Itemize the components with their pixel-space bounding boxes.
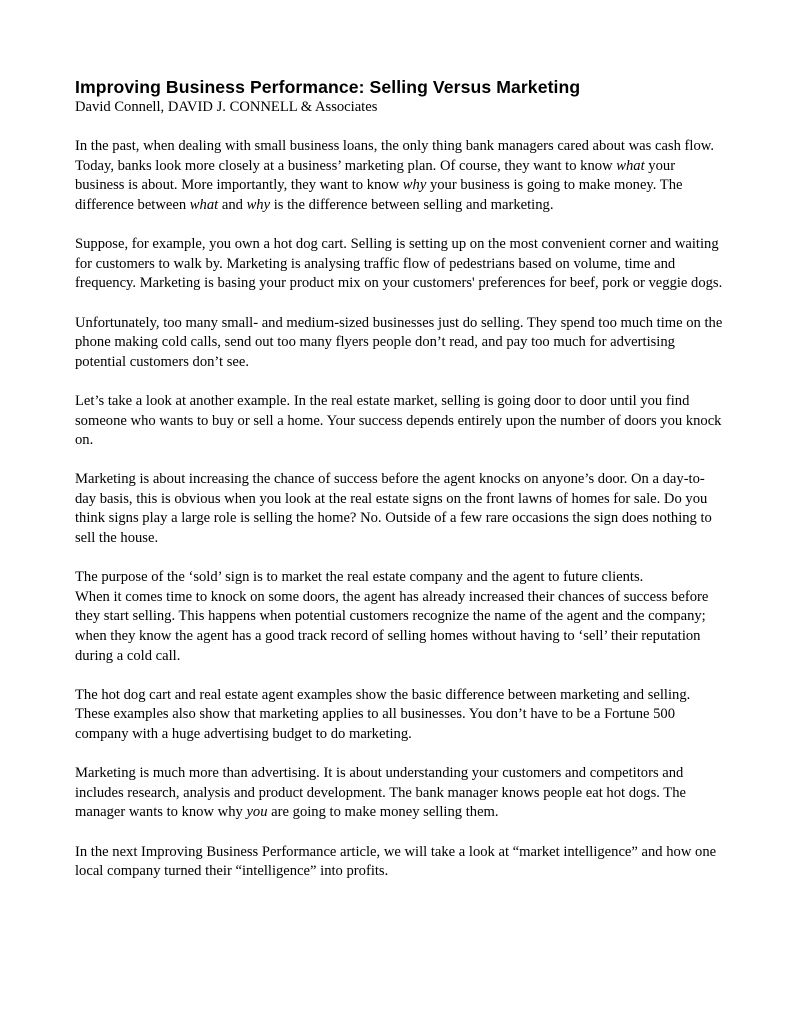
paragraph-7: The hot dog cart and real estate agent examples show the basic difference between marketing and selling. These examples also show that marketing applies to all businesses. You don’t have to be a Fortune 500 company with a huge advertising budget to do marketing. xyxy=(75,686,691,742)
paragraph-5: Marketing is about increasing the chance of success before the agent knocks on anyone’s door. On a day-to-day basis, this is obvious when you look at the real estate signs on the front lawns of homes for sale. Do you think signs play a large role is selling the home? No. Outside of a few rare occasions the sign does nothing to sell the house. xyxy=(75,471,712,547)
paragraph-2: Suppose, for example, you own a hot dog cart. Selling is setting up on the most convenient corner and waiting for customers to walk by. Marketing is analysing traffic flow of pedestrians based on volume, time and frequency. Marketing is basing your product mix on your customers' preferences for beef, pork or veggie dogs. xyxy=(75,236,723,292)
article xyxy=(75,76,725,901)
paragraph-6: The purpose of the ‘sold’ sign is to market the real estate company and the agent to future clients. When it comes time to knock on some doors, the agent has already increased their chances of success before they start selling. This happens when potential customers recognize the name of the agent and the company; when they know the agent has a good track record of selling homes without having to ‘sell’ their reputation during a cold call. xyxy=(75,569,709,664)
paragraph-9: In the next Improving Business Performance article, we will take a look at “market intelligence” and how one local company turned their “intelligence” into profits. xyxy=(75,843,717,880)
article-title: Improving Business Performance: Selling Versus Marketing xyxy=(75,77,581,97)
paragraph-1: In the past, when dealing with small business loans, the only thing bank managers cared about was cash flow. Today, banks look more closely at a business’ marketing plan. Of course, they want to know what your business is about. More importantly, they want to know why your business is going to make money. The difference between what and why is the difference between selling and marketing. xyxy=(75,138,715,213)
byline: David Connell, DAVID J. CONNELL & Associates xyxy=(75,99,378,115)
paragraph-4: Let’s take a look at another example. In the real estate market, selling is going door to door until you find someone who wants to buy or sell a home. Your success depends entirely upon the number of doors you knock on. xyxy=(75,392,722,449)
paragraph-3: Unfortunately, too many small- and medium-sized businesses just do selling. They spend too much time on the phone making cold calls, send out too many flyers people don’t read, and pay too much for advertising potential customers don’t see. xyxy=(75,314,723,370)
paragraph-8: Marketing is much more than advertising. It is about understanding your customers and competitors and includes research, analysis and product development. The bank manager knows people eat hot dogs. The manager wants to know why you are going to make money selling them. xyxy=(75,765,686,821)
